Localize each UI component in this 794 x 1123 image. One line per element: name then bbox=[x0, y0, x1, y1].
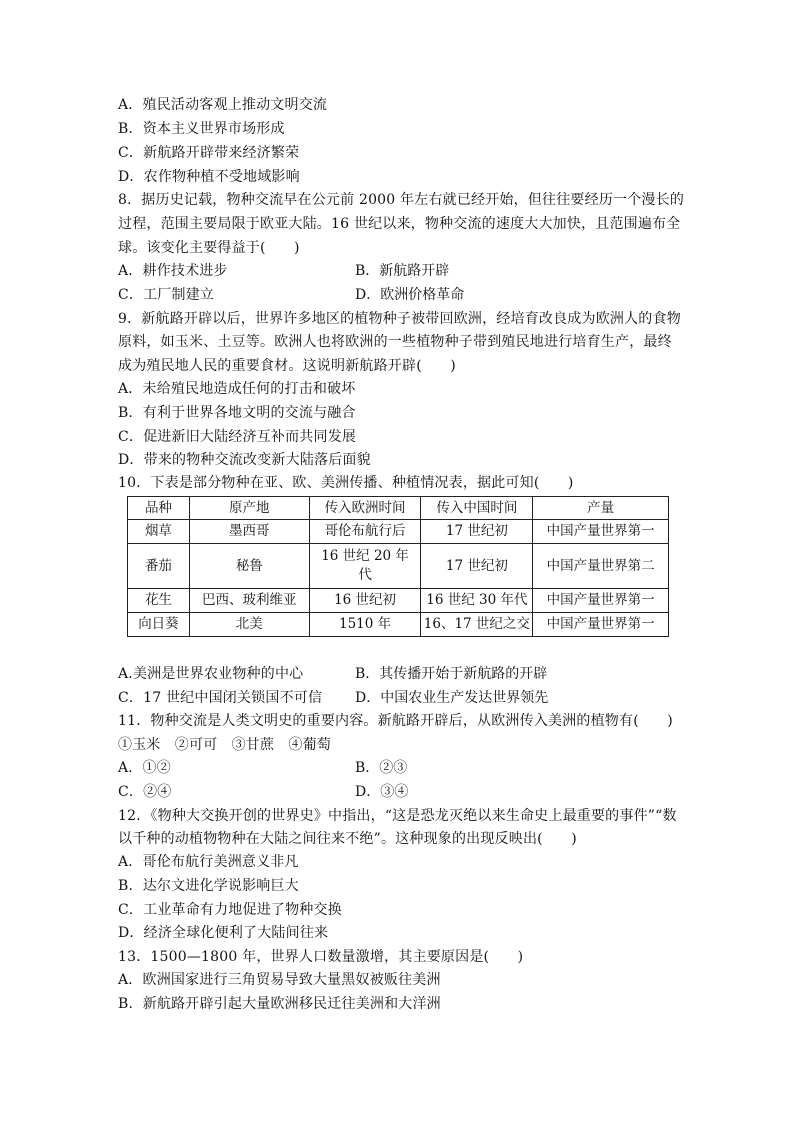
q12-option-c: C．工业革命有力地促进了物种交换 bbox=[118, 902, 342, 918]
q12-option-a: A．哥伦布航行美洲意义非凡 bbox=[118, 854, 299, 870]
table-header-row bbox=[128, 497, 669, 520]
q10-option-d: D．中国农业生产发达世界领先 bbox=[355, 690, 549, 706]
q8-option-a: A．耕作技术进步 bbox=[118, 263, 228, 279]
table-header: 传入欧洲时间 bbox=[309, 497, 421, 520]
species-table bbox=[127, 496, 669, 637]
q12-stem-line-2: 以千种的动植物物种在大陆之间往来不绝”。这种现象的出现反映出( ) bbox=[118, 831, 577, 847]
table-cell: 中国产量世界第二 bbox=[533, 544, 669, 589]
q7-option-a: A．殖民活动客观上推动文明交流 bbox=[118, 97, 328, 113]
q11-option-a: A．①② bbox=[118, 760, 171, 776]
q9-option-b: B．有利于世界各地文明的交流与融合 bbox=[118, 405, 356, 421]
table-cell: 1510 年 bbox=[309, 613, 421, 637]
q11-option-c: C．②④ bbox=[118, 784, 172, 800]
q13-option-a: A．欧洲国家进行三角贸易导致大量黑奴被贩往美洲 bbox=[118, 972, 441, 988]
q9-option-d: D．带来的物种交流改变新大陆落后面貌 bbox=[118, 452, 371, 468]
q8-option-c: C．工厂制建立 bbox=[118, 287, 215, 303]
q8-stem-line-2: 过程，范围主要局限于欧亚大陆。16 世纪以来，物种交流的速度大大加快，且范围遍布全 bbox=[118, 216, 681, 232]
q9-stem-line-1: 9．新航路开辟以后，世界许多地区的植物种子被带回欧洲，经培育改良成为欧洲人的食物 bbox=[118, 311, 681, 327]
table-cell: 中国产量世界第一 bbox=[533, 520, 669, 544]
q10-option-b: B．其传播开始于新航路的开辟 bbox=[355, 666, 548, 682]
q12-option-d: D．经济全球化便利了大陆间往来 bbox=[118, 925, 329, 941]
q11-option-b: B．②③ bbox=[355, 760, 408, 776]
table-cell: 向日葵 bbox=[128, 613, 190, 637]
table-header: 产量 bbox=[533, 497, 669, 520]
table-cell: 中国产量世界第一 bbox=[533, 589, 669, 613]
q11-items: ①玉米 ②可可 ③甘蔗 ④葡萄 bbox=[118, 737, 331, 753]
table-header: 品种 bbox=[128, 497, 190, 520]
q10-option-a: A.美洲是世界农业物种的中心 bbox=[118, 666, 304, 682]
table-row bbox=[128, 544, 669, 589]
table-cell: 北美 bbox=[189, 613, 309, 637]
q7-option-b: B．资本主义世界市场形成 bbox=[118, 121, 285, 137]
table-cell: 巴西、玻利维亚 bbox=[189, 589, 309, 613]
q12-stem-line-1: 12．《物种大交换开创的世界史》中指出，“这是恐龙灭绝以来生命史上最重要的事件”“数 bbox=[118, 808, 677, 824]
table-cell: 17 世纪初 bbox=[421, 520, 533, 544]
q13-stem: 13．1500—1800 年，世界人口数量激增，其主要原因是( ) bbox=[118, 949, 524, 965]
q8-stem-line-3: 球。该变化主要得益于( ) bbox=[118, 240, 300, 256]
q9-stem-line-2: 原料，如玉米、土豆等。欧洲人也将欧洲的一些植物种子带到殖民地进行培育生产，最终 bbox=[118, 334, 672, 350]
q12-option-b: B．达尔文进化学说影响巨大 bbox=[118, 878, 299, 894]
table-row bbox=[128, 589, 669, 613]
table-header: 原产地 bbox=[189, 497, 309, 520]
table-row bbox=[128, 613, 669, 637]
table-cell: 墨西哥 bbox=[189, 520, 309, 544]
q7-option-d: D．农作物种植不受地域影响 bbox=[118, 169, 300, 185]
table-cell: 番茄 bbox=[128, 544, 190, 589]
table-cell: 16 世纪 20 年代 bbox=[309, 544, 421, 589]
table-cell: 烟草 bbox=[128, 520, 190, 544]
q9-option-c: C．促进新旧大陆经济互补而共同发展 bbox=[118, 429, 357, 445]
q8-stem-line-1: 8．据历史记载，物种交流早在公元前 2000 年左右就已经开始，但往往要经历一个漫长的 bbox=[118, 192, 685, 208]
table-header: 传入中国时间 bbox=[421, 497, 533, 520]
table-cell: 中国产量世界第一 bbox=[533, 613, 669, 637]
q11-stem: 11．物种交流是人类文明史的重要内容。新航路开辟后，从欧洲传入美洲的植物有( ) bbox=[118, 713, 673, 729]
q9-stem-line-3: 成为殖民地人民的重要食材。这说明新航路开辟( ) bbox=[118, 358, 456, 374]
table-cell: 花生 bbox=[128, 589, 190, 613]
table-cell: 哥伦布航行后 bbox=[309, 520, 421, 544]
table-cell: 16、17 世纪之交 bbox=[421, 613, 533, 637]
q13-option-b: B．新航路开辟引起大量欧洲移民迁往美洲和大洋洲 bbox=[118, 996, 441, 1012]
q10-option-c: C．17 世纪中国闭关锁国不可信 bbox=[118, 690, 323, 706]
table-cell: 16 世纪初 bbox=[309, 589, 421, 613]
table-cell: 16 世纪 30 年代 bbox=[421, 589, 533, 613]
q8-option-d: D．欧洲价格革命 bbox=[355, 287, 465, 303]
q8-option-b: B．新航路开辟 bbox=[355, 263, 450, 279]
q7-option-c: C．新航路开辟带来经济繁荣 bbox=[118, 145, 300, 161]
table-row bbox=[128, 520, 669, 544]
table-cell: 秘鲁 bbox=[189, 544, 309, 589]
q9-option-a: A．未给殖民地造成任何的打击和破坏 bbox=[118, 381, 356, 397]
table-cell: 17 世纪初 bbox=[421, 544, 533, 589]
q11-option-d: D．③④ bbox=[355, 784, 409, 800]
q10-stem: 10．下表是部分物种在亚、欧、美洲传播、种植情况表，据此可知( ) bbox=[118, 475, 574, 491]
